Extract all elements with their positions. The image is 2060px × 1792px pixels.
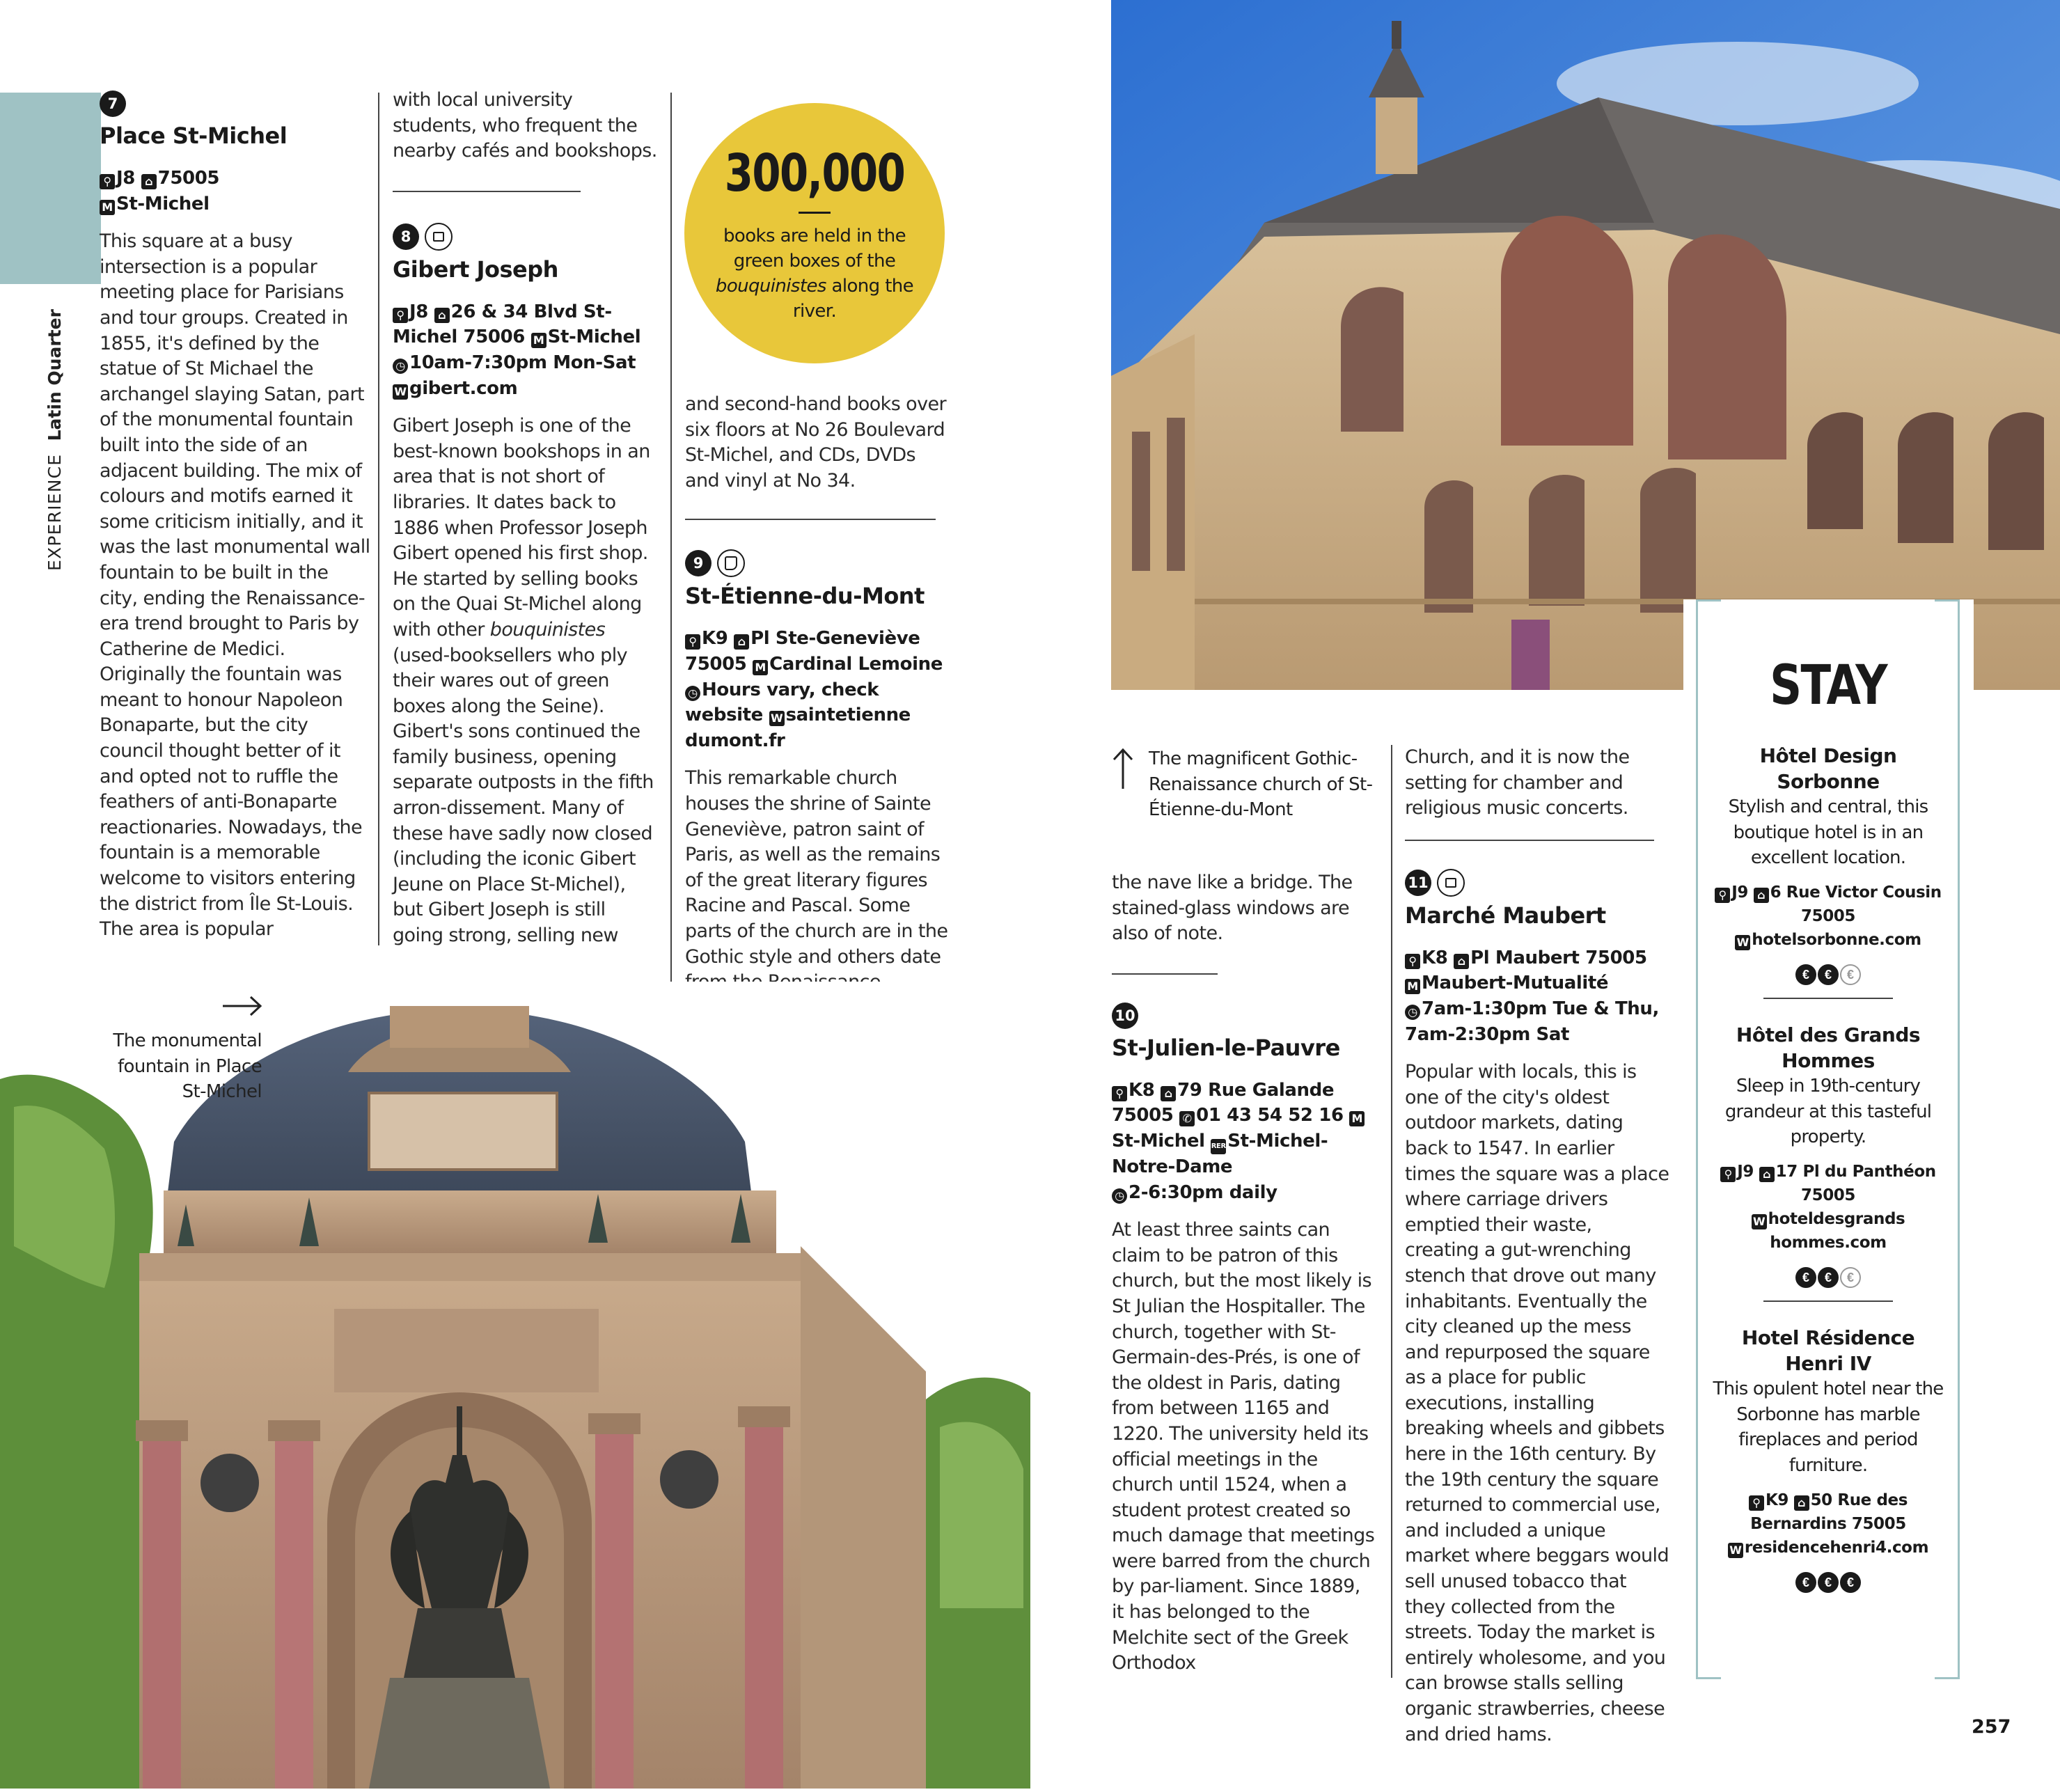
website-link[interactable]: residencehenri4.com [1744,1538,1929,1557]
divider [1112,973,1218,975]
entry-body: This remarkable church houses the shrine of Sainte Geneviève, patron saint of Paris, as well as the remains of the great literary figures Racine and Pascal. Some parts of the church are in the Gothic style and others date [685,767,948,968]
euro-icon: € [1795,1267,1816,1288]
stat-number: 300,000 [724,143,905,203]
price-rating [1711,964,1945,985]
stay-corner [1696,1677,1721,1679]
entry-body-continued: with local university students, who frequent the nearby cafés and bookshops. [393,89,657,162]
entry-number: 9 [685,550,711,576]
entry-st-julien [1112,870,1376,1692]
entry-info: ⚲ J8 ⌂ 26 & 34 Blvd St-Michel 75006 M St-Michel ◷ 10am-7:30pm Mon-Sat W gibert.com [393,301,641,399]
price-rating [1711,1267,1945,1288]
web-icon: W [393,384,408,400]
stay-title: STAY [1770,654,1887,717]
church-hand-icon [717,549,745,577]
euro-icon: € [1818,1572,1839,1593]
clock-icon: ◷ [393,359,408,374]
shopping-bag-icon [425,223,453,251]
sidebar-tab [0,93,101,284]
entry-info: ⚲ J8 ⌂ 75005 M St-Michel [100,166,371,217]
hotel-item [1711,1023,1945,1288]
home-icon: ⌂ [141,174,157,189]
metro-icon: M [1349,1111,1365,1126]
entry-info: ⚲ K9 ⌂ Pl Ste-Geneviève 75005 M Cardinal Lemoine ◷ Hours vary, check website W saintetienne dumont.fr [685,628,943,751]
map-pin-icon: ⚲ [1112,1086,1127,1101]
website-link[interactable]: hoteldesgrands hommes.com [1768,1209,1905,1252]
metro-icon: M [100,200,115,215]
euro-icon: € [1818,1267,1839,1288]
euro-icon: € [1840,964,1861,985]
entry-title: Marché Maubert [1405,902,1606,929]
church-photo [1111,0,2060,690]
page-number: 257 [1972,1716,2011,1738]
entry-info: ⚲ K8 ⌂ 79 Rue Galande 75005 ✆ 01 43 54 52 16 MSt-Michel RERSt-Michel-Notre-Dame ◷ 2-6:30pm daily [1112,1078,1376,1205]
hotel-item [1711,1326,1945,1593]
rer-icon: RER [1211,1139,1226,1154]
section-breadcrumb [45,309,65,571]
map-pin-icon: ⚲ [1715,888,1730,903]
stat-callout [684,103,945,363]
entry-body: At least three saints can claim to be patron of this church, but the most likely is St Julian the Hospitaller. The church, together with St-Germain-des-Prés, is one of the oldest in Paris, dating from between 1165 and 1220. The university held its official meetings in the church until 1524, when a student protest created so much damage that meetings were barred from the church by par-liament. Since 1889, it has belonged to the Melchite sect of the Greek Orthodox [1112,1219,1375,1674]
entry-gibert-joseph [393,88,659,951]
home-icon: ⌂ [734,634,749,650]
euro-icon: € [1840,1267,1861,1288]
map-pin-icon: ⚲ [1720,1167,1736,1182]
entry-number: 7 [100,91,126,117]
euro-icon: € [1840,1572,1861,1593]
entry-st-etienne [685,392,950,1060]
map-pin-icon: ⚲ [393,308,408,323]
entry-title: Place St-Michel [100,123,288,149]
metro-icon: M [1405,979,1420,994]
entry-number: 8 [393,223,419,250]
hotel-name: Hôtel des Grands Hommes [1736,1023,1921,1072]
map-pin-icon: ⚲ [685,634,700,650]
stat-text: books are held in the green boxes of the bouquinistes along the river. [715,226,914,322]
divider [1763,1300,1893,1302]
hotel-description: This opulent hotel near the Sorbonne has marble fireplaces and period furniture. [1713,1378,1944,1476]
clock-icon: ◷ [685,686,700,701]
column-divider [378,93,379,945]
hotel-info: ⚲ J9 ⌂ 6 Rue Victor Cousin 75005 W hotelsorbonne.com [1711,881,1945,952]
web-icon: W [1735,935,1750,950]
entry-place-st-michel [100,91,371,954]
hotel-info: ⚲ K9 ⌂ 50 Rue des Bernardins 75005 W residencehenri4.com [1711,1488,1945,1559]
stay-corner [1935,1677,1960,1679]
home-icon: ⌂ [1759,1167,1775,1182]
home-icon: ⌂ [1161,1086,1176,1101]
hotel-description: Stylish and central, this boutique hotel is in an excellent location. [1728,796,1928,869]
website-link[interactable]: hotelsorbonne.com [1752,930,1921,949]
home-icon: ⌂ [1454,954,1469,969]
home-icon: ⌂ [1754,888,1769,903]
divider [393,191,581,192]
euro-icon: € [1795,1572,1816,1593]
divider [1763,998,1893,999]
stat-underline [799,212,831,214]
area-label: Latin Quarter [45,309,65,441]
entry-body: Popular with locals, this is one of the city's oldest outdoor markets, dating back to 1547. In earlier times the square was a place where carriage drivers emptied their waste, creating a gut-wrenching stench that drove out many inhabitants. Eventually the city cleaned up the mess and repurposed the square as a place for public executions, installing breaking wheels and gibbets here in the 16th century. By the 19th century the square returned to commercial use, and included a unique market where beggars would sell unused tobacco that they collected from the streets. Today the market is entirely wholesome, and you can browse stalls selling organic strawberries, cheese and dried hams. [1405,1061,1669,1745]
entry-body: This square at a busy intersection is a popular meeting place for Parisians and tour groups. Created in 1855, it's defined by the statue of St Michael the archangel slaying Satan, part of the monumental fountain built into the side of an adjacent building. The mix of colours and motifs earned it some criticism initially, and it was the last monumental wall fountain to be built in the city, ending the Renaissance-era trend brought to Paris by Catherine de Medici. Originally the fountain was meant to honour Napoleon Bonaparte, but the city council thought better of it and opted not to ruffle the feathers of anti-Bonaparte reactionaries. Nowadays, the fountain is a memorable welcome to visitors entering the district from Île St-Louis. The area is popular [100,230,370,941]
hotel-name: Hôtel Design Sorbonne [1759,744,1897,793]
clock-icon: ◷ [1405,1005,1420,1020]
fountain-caption: The monumental fountain in Place St-Michel [113,1030,262,1103]
arrow-up-icon [1111,747,1135,790]
column-divider [1391,745,1392,1678]
column-divider [670,93,672,1046]
map-pin-icon: ⚲ [100,174,115,189]
entry-title: Gibert Joseph [393,256,558,283]
map-pin-icon: ⚲ [1749,1495,1764,1511]
stay-corner [1696,599,1721,602]
home-icon: ⌂ [1794,1495,1809,1511]
clock-icon: ◷ [1112,1188,1127,1204]
phone-icon: ✆ [1179,1111,1195,1126]
hotel-info: ⚲ J9 ⌂ 17 Pl du Panthéon 75005 W hoteldesgrands hommes.com [1711,1160,1945,1255]
entry-body: Gibert Joseph is one of the best-known bookshops in an area that is not short of libraries. It dates back to 1886 when Professor Joseph Gibert opened his first shop. He started by selling books on the Quai St-Michel along with other bouquinistes (used-booksellers who ply their wares out of green boxes along the Seine). Gibert's sons continued the family business, opening separate outposts in the fifth arron-dissement. Many of these have sadly now closed (including the iconic Gibert Jeune on Place St-Michel), but Gibert Joseph is still going strong, selling new [393,415,654,947]
entry-body-continued: and second-hand books over six floors at No 26 Boulevard St-Michel, and CDs, DVDs and vinyl at No 34. [685,393,946,492]
stay-border-left [1696,599,1698,1679]
entry-body-continued: Church, and it is now the setting for chamber and religious music concerts. [1405,746,1630,819]
entry-body-continued: the nave like a bridge. The stained-glass windows are also of note. [1112,872,1353,945]
entry-marche-maubert [1405,745,1669,1745]
website-link[interactable]: saintetienne dumont.fr [685,705,911,751]
stay-corner [1935,599,1960,602]
home-icon: ⌂ [434,308,450,323]
euro-icon: € [1818,964,1839,985]
web-icon: W [769,711,785,726]
entry-info: ⚲ K8 ⌂ Pl Maubert 75005 M Maubert-Mutualité ◷ 7am-1:30pm Tue & Thu, 7am-2:30pm Sat [1405,947,1659,1045]
entry-number: 11 [1405,870,1431,896]
shopping-bag-icon [1437,869,1465,897]
stay-border-right [1958,599,1960,1679]
web-icon: W [1752,1214,1767,1229]
hotel-item [1711,744,1945,985]
hotel-description: Sleep in 19th-century grandeur at this tasteful property. [1724,1076,1932,1148]
metro-icon: M [753,660,768,675]
map-pin-icon: ⚲ [1405,954,1420,969]
divider [1405,840,1654,841]
website-link[interactable]: gibert.com [409,377,518,399]
euro-icon: € [1795,964,1816,985]
entry-title: St-Julien-le-Pauvre [1112,1034,1340,1061]
section-label: EXPERIENCE [45,453,65,571]
church-caption: The magnificent Gothic-Renaissance church of St-Étienne-du-Mont [1149,748,1373,821]
arrow-right-icon [221,994,263,1018]
stay-list [1711,654,1945,1600]
price-rating [1711,1572,1945,1593]
hotel-name: Hotel Résidence Henri IV [1741,1326,1915,1375]
entry-title: St-Étienne-du-Mont [685,583,925,610]
entry-number: 10 [1112,1003,1138,1029]
divider [685,519,936,520]
web-icon: W [1728,1543,1743,1558]
metro-icon: M [531,333,547,348]
